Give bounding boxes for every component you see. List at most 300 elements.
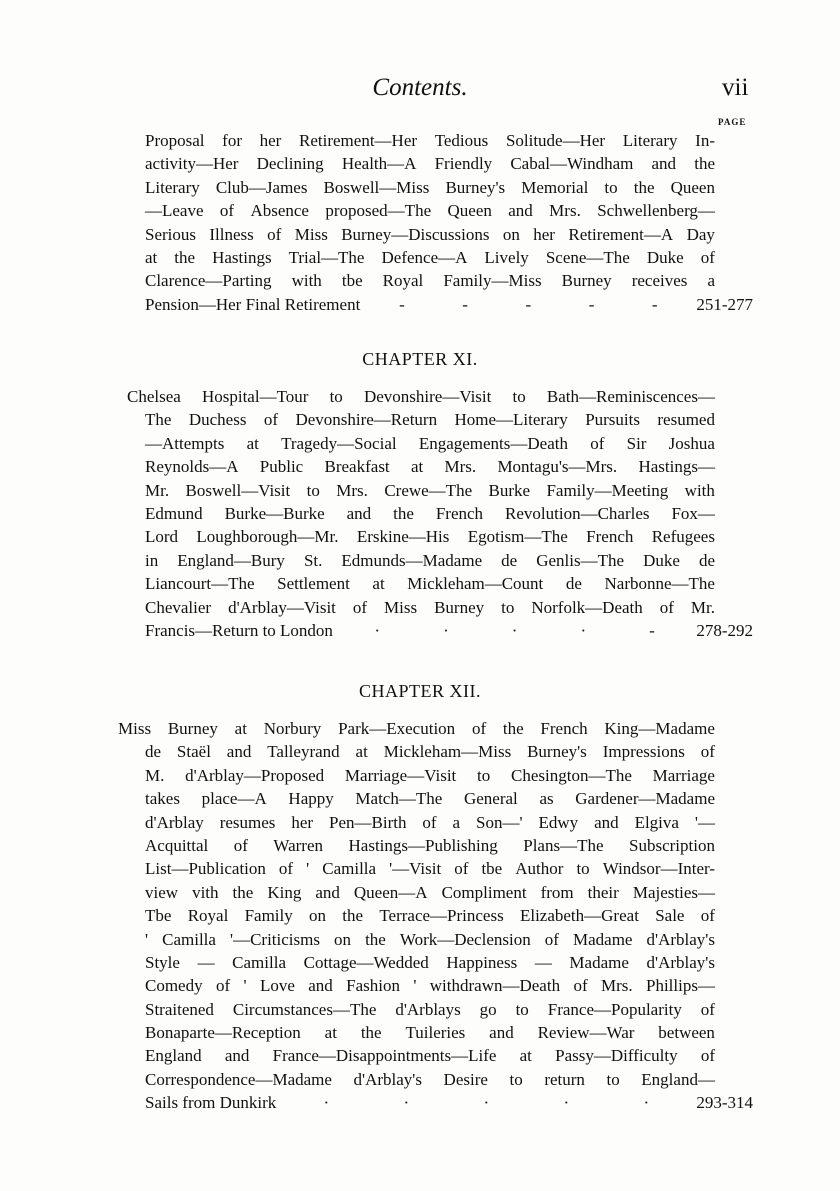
line-word: Genlis—The <box>536 550 625 570</box>
line-word: Staël <box>176 742 211 762</box>
line-word: Windsor—Inter- <box>602 859 715 879</box>
line-word: '— <box>694 812 715 832</box>
line-word: Review—War <box>537 1023 635 1043</box>
line-word: Tuileries <box>405 1023 466 1043</box>
line-word: resumed <box>657 410 715 430</box>
line-word: the <box>232 882 254 902</box>
line-word: of <box>422 812 437 832</box>
line-word: Author <box>515 859 564 879</box>
line-word: Refugees <box>651 527 715 547</box>
line-word: at <box>234 719 247 738</box>
line-word: Correspondence—Madame <box>145 1069 332 1089</box>
line-word: Absence <box>250 201 309 221</box>
line-word: Narbonne—The <box>604 574 715 594</box>
line-word: the <box>393 503 414 523</box>
line-word: the <box>342 906 364 926</box>
line-word: Sir <box>626 433 647 453</box>
line-word: France—Popularity <box>547 999 682 1019</box>
line-word: Elgiva <box>634 812 679 832</box>
line-word: Camilla <box>232 952 286 972</box>
line-word: Fox— <box>671 503 715 523</box>
entry-line <box>0 811 715 834</box>
line-word: to <box>512 387 526 406</box>
line-word: Club—James <box>215 177 308 197</box>
line-word: Hospital—Tour <box>201 387 309 406</box>
line-word: Cottage—Wedded <box>303 952 429 972</box>
line-word: and <box>651 154 677 174</box>
line-word: ' <box>306 859 310 879</box>
line-word: and <box>594 812 619 832</box>
line-word: de <box>501 550 518 570</box>
line-word: Burney's <box>527 742 587 762</box>
line-word: go <box>479 999 497 1019</box>
line-word: in <box>145 550 159 570</box>
line-word: Miss <box>294 224 328 244</box>
line-word: In- <box>695 131 715 150</box>
line-word: between <box>658 1023 715 1043</box>
line-word: Pen—Birth <box>329 812 407 832</box>
entry-line <box>0 740 715 763</box>
line-word: Revolution—Charles <box>505 503 650 523</box>
line-word: Passy—Difficulty <box>555 1046 678 1066</box>
line-word: Schwellenberg— <box>597 201 715 221</box>
line-word: Duke <box>643 550 680 570</box>
line-word: tbe <box>481 859 503 879</box>
line-word: on <box>334 929 352 949</box>
line-word: a <box>707 271 715 291</box>
line-word: Fashion <box>346 976 400 996</box>
line-word: Liancourt—The <box>145 574 255 594</box>
line-word: at <box>372 574 385 594</box>
line-word: French <box>435 503 484 523</box>
line-word: and <box>346 503 372 523</box>
line-word: of <box>263 410 279 430</box>
line-word: d'Arblay's <box>646 929 715 949</box>
entry-line <box>0 408 715 431</box>
line-word: England—Bury <box>177 550 285 570</box>
line-word: withdrawn—Death <box>429 976 561 996</box>
line-word: Duchess <box>188 410 247 430</box>
line-word: Friendly <box>434 154 493 174</box>
line-word: Straitened <box>145 999 214 1019</box>
line-word: Mickleham—Miss <box>383 742 512 762</box>
line-word: Chevalier <box>145 597 212 617</box>
line-word: de <box>145 742 162 762</box>
entry-line <box>0 525 715 548</box>
entry-last-text: Francis—Return to London <box>145 620 333 640</box>
line-word: King <box>267 882 302 902</box>
line-word: of <box>233 835 248 855</box>
line-word: Work—Declension <box>399 929 531 949</box>
line-word: —Leave <box>145 201 204 221</box>
line-word: with <box>291 271 322 291</box>
line-word: Compliment <box>441 882 527 902</box>
entry-line <box>0 951 715 974</box>
line-word: of <box>590 433 605 453</box>
entry-last-text: Pension—Her Final Retirement <box>145 294 361 314</box>
line-word: tbe <box>341 271 363 291</box>
line-word: Breakfast <box>324 457 390 477</box>
line-word: the <box>174 247 196 267</box>
line-word: Joshua <box>668 433 715 453</box>
page-column-label: PAGE <box>718 117 747 127</box>
line-word: Mr. <box>145 480 170 500</box>
line-word: Mrs. <box>336 480 368 500</box>
line-word: Loughborough—Mr. <box>196 527 339 547</box>
entry-line <box>0 1021 715 1044</box>
line-word: Mrs. <box>549 201 581 221</box>
line-word: her <box>533 224 555 244</box>
line-word: The <box>145 410 172 430</box>
line-word: activity—Her <box>145 154 239 174</box>
line-word: Burney <box>561 271 612 291</box>
line-word: Home—Literary <box>454 410 568 430</box>
line-word: takes <box>145 789 180 809</box>
line-word: Comedy <box>145 976 203 996</box>
line-word: Sale <box>655 906 685 926</box>
line-word: Miss <box>118 719 152 738</box>
line-word: Phillips— <box>646 976 715 996</box>
line-word: '—Visit <box>389 859 442 879</box>
line-word: Hastings—Publishing <box>348 835 498 855</box>
running-title: Contents. <box>372 74 468 101</box>
line-word: and <box>226 742 252 762</box>
line-word: to <box>606 1069 620 1089</box>
line-word: and <box>308 976 333 996</box>
line-word: Desire <box>443 1069 488 1089</box>
entry-line <box>0 764 715 787</box>
line-word: to <box>576 859 590 879</box>
line-word: St. <box>303 550 323 570</box>
line-word: Terrace—Princess <box>379 906 504 926</box>
page-range: 293-314 <box>696 1093 753 1113</box>
line-word: d'Arblay's <box>353 1069 422 1089</box>
line-word: Edmund <box>145 503 203 523</box>
line-word: of <box>454 859 469 879</box>
line-word: d'Arblay—Visit <box>228 597 336 617</box>
line-word: Settlement <box>277 574 350 594</box>
line-word: proposed—The <box>325 201 432 221</box>
line-word: the <box>694 154 715 174</box>
line-word: Queen—A <box>353 882 428 902</box>
line-word: General <box>463 789 518 809</box>
line-word: Mrs. <box>444 457 477 477</box>
line-word: to <box>604 177 618 197</box>
line-word: Memorial <box>521 177 589 197</box>
entry-line <box>0 549 715 572</box>
line-word: the <box>502 719 524 738</box>
line-word: Retirement—A <box>568 224 674 244</box>
line-word: Mickleham—Count <box>407 574 544 594</box>
line-word: Tragedy—Social <box>281 433 397 453</box>
line-word: Burney <box>167 719 218 738</box>
line-word: Hastings <box>212 247 272 267</box>
line-word: of <box>278 859 294 879</box>
line-word: Hastings— <box>638 457 715 477</box>
line-word: Solitude—Her <box>505 131 606 150</box>
line-word: to <box>477 765 491 785</box>
dot-leader: · · · · - <box>374 620 655 640</box>
line-word: List—Publication <box>145 859 266 879</box>
line-word: Love <box>259 976 295 996</box>
line-word: Lord <box>145 527 179 547</box>
line-word: Gardener—Madame <box>575 789 715 809</box>
entry-line <box>0 1044 715 1067</box>
line-word: Engagements—Death <box>418 433 568 453</box>
line-word: Match—The <box>355 789 443 809</box>
chapter-heading-xii: CHAPTER XII. <box>359 681 481 701</box>
line-word: Devonshire—Visit <box>363 387 492 406</box>
line-word: Plans—The <box>523 835 604 855</box>
line-word: Style <box>145 952 180 972</box>
line-word: England— <box>641 1069 715 1089</box>
line-word: to <box>329 387 343 406</box>
line-word: French <box>540 719 588 738</box>
line-word: Warren <box>273 835 324 855</box>
line-word: '—Criticisms <box>230 929 320 949</box>
line-word: Madame <box>572 929 633 949</box>
entry-line <box>0 502 715 525</box>
line-word: Majesties— <box>632 882 715 902</box>
line-word: Burke—Burke <box>224 503 325 523</box>
line-word: of <box>352 597 368 617</box>
entry-last-line <box>0 293 753 316</box>
line-word: with <box>684 480 715 500</box>
line-word: of <box>215 976 231 996</box>
line-word: Marriage <box>652 765 715 785</box>
line-word: d'Arblay <box>145 812 204 832</box>
line-word: Health—A <box>341 154 417 174</box>
line-word: for <box>222 131 242 150</box>
line-word: Proposal <box>145 131 205 150</box>
line-word: her <box>291 812 314 832</box>
line-word: vith <box>192 882 219 902</box>
line-word: Talleyrand <box>267 742 340 762</box>
line-word: of <box>700 1046 715 1066</box>
line-word: of <box>700 999 715 1019</box>
line-word: to <box>509 1069 523 1089</box>
entry-line <box>0 857 715 880</box>
entry-line <box>0 572 715 595</box>
line-word: —Attempts <box>145 433 225 453</box>
line-word: Tbe <box>145 906 172 926</box>
line-word: d'Arblay's <box>646 952 715 972</box>
line-word: Boswell—Miss <box>323 177 430 197</box>
line-word: Royal <box>187 906 229 926</box>
line-word: at <box>246 433 259 453</box>
line-word: Marriage—Visit <box>344 765 457 785</box>
line-word: Pursuits <box>585 410 640 430</box>
line-word: Chelsea <box>127 387 181 406</box>
line-word: Defence—A <box>381 247 468 267</box>
entry-line <box>0 152 715 175</box>
entry-last-line <box>0 1091 753 1114</box>
line-word: and <box>489 1023 514 1043</box>
dot-leader: - - - - - <box>399 294 658 314</box>
line-word: of <box>544 929 559 949</box>
line-word: of <box>267 224 282 244</box>
line-word: her <box>259 131 282 150</box>
line-word: their <box>587 882 619 902</box>
entry-line <box>0 385 715 408</box>
line-word: Impressions <box>602 742 685 762</box>
line-word: Bath—Reminiscences— <box>546 387 715 406</box>
line-word: Edwy <box>538 812 579 832</box>
line-word: Montagu's—Mrs. <box>497 457 618 477</box>
chapter-heading-xi: CHAPTER XI. <box>362 349 478 369</box>
entry-line <box>0 834 715 857</box>
line-word: Literary <box>622 131 678 150</box>
line-word: Happiness <box>446 952 518 972</box>
line-word: Retirement—Her <box>299 131 418 150</box>
line-word: Burke <box>488 480 531 500</box>
line-word: the <box>360 1023 382 1043</box>
line-word: Tedious <box>434 131 489 150</box>
line-word: return <box>544 1069 585 1089</box>
entry-line <box>0 881 715 904</box>
line-word: French <box>586 527 634 547</box>
entry-line <box>0 479 715 502</box>
line-word: de <box>565 574 582 594</box>
line-word: as <box>539 789 554 809</box>
line-word: of <box>659 597 674 617</box>
line-word: England <box>145 1046 202 1066</box>
line-word: Happy <box>288 789 334 809</box>
page-number: vii <box>722 74 749 101</box>
line-word: M. <box>145 765 165 785</box>
line-word: at <box>410 457 424 477</box>
line-word: — <box>197 952 215 972</box>
line-word: Scene—The <box>545 247 630 267</box>
line-word: Family <box>244 906 293 926</box>
entry-line <box>0 717 715 740</box>
line-word: ' <box>145 929 149 949</box>
page-range: 278-292 <box>696 620 753 640</box>
contents-entry-chapter-x <box>0 129 760 316</box>
line-word: at <box>519 1046 532 1066</box>
entry-line <box>0 455 715 478</box>
line-word: Chesington—The <box>511 765 632 785</box>
line-word: and <box>224 1046 250 1066</box>
line-word: Royal <box>382 271 424 291</box>
line-word: of <box>471 719 487 738</box>
line-word: at <box>355 742 368 762</box>
entry-line <box>0 1068 715 1091</box>
line-word: of <box>700 906 715 926</box>
line-word: Camilla <box>162 929 216 949</box>
line-word: Declining <box>256 154 324 174</box>
line-word: Madame <box>569 952 629 972</box>
entry-line <box>0 129 715 152</box>
line-word: on <box>309 906 327 926</box>
line-word: and <box>315 882 340 902</box>
line-word: Lively <box>484 247 529 267</box>
entry-line <box>0 432 715 455</box>
line-word: Clarence—Parting <box>145 271 272 291</box>
line-word: Day <box>686 224 715 244</box>
line-word: Family—Miss <box>443 271 542 291</box>
line-word: Erskine—His <box>356 527 450 547</box>
line-word: the <box>633 177 655 197</box>
line-word: from <box>540 882 574 902</box>
line-word: Devonshire—Return <box>295 410 438 430</box>
line-word: Norfolk—Death <box>531 597 643 617</box>
entry-line <box>0 928 715 951</box>
line-word: Queen <box>670 177 715 197</box>
line-word: Queen <box>447 201 492 221</box>
line-word: Cabal—Windham <box>510 154 634 174</box>
line-word: Subscription <box>629 835 715 855</box>
contents-entry-chapter-xii <box>0 717 760 1115</box>
line-word: France—Disappointments—Life <box>272 1046 497 1066</box>
line-word: of <box>219 201 235 221</box>
line-word: of <box>700 247 715 267</box>
line-word: d'Arblays <box>395 999 461 1019</box>
line-word: Norbury <box>263 719 322 738</box>
line-word: Edmunds—Madame <box>341 550 483 570</box>
line-word: Acquittal <box>145 835 209 855</box>
line-word: Literary <box>145 177 200 197</box>
line-word: Camilla <box>322 859 377 879</box>
dot-leader: · · · · · <box>323 1093 650 1113</box>
line-word: and <box>508 201 533 221</box>
line-word: Son—' <box>476 812 523 832</box>
line-word: receives <box>631 271 688 291</box>
entry-line <box>0 199 715 222</box>
line-word: de <box>698 550 715 570</box>
line-word: Family—Meeting <box>546 480 669 500</box>
entry-line <box>0 269 715 292</box>
entry-last-text: Sails from Dunkirk <box>145 1093 277 1113</box>
line-word: to <box>306 480 320 500</box>
entry-line <box>0 998 715 1021</box>
entry-line <box>0 223 715 246</box>
line-word: Bonaparte—Reception <box>145 1023 301 1043</box>
line-word: Mrs. <box>600 976 633 996</box>
line-word: of <box>573 976 588 996</box>
line-word: King—Madame <box>604 719 715 738</box>
entry-last-line <box>0 619 753 642</box>
line-word: Circumstances—The <box>232 999 377 1019</box>
line-word: Park—Execution <box>338 719 456 738</box>
line-word: resumes <box>219 812 276 832</box>
line-word: Elizabeth—Great <box>519 906 639 926</box>
line-word: d'Arblay—Proposed <box>185 765 325 785</box>
line-word: to <box>515 999 529 1019</box>
line-word: — <box>534 952 552 972</box>
line-word: ' <box>243 976 247 996</box>
line-word: of <box>700 742 715 762</box>
line-word: at <box>145 247 158 267</box>
line-word: Serious <box>145 224 196 244</box>
entry-line <box>0 596 715 619</box>
entry-line <box>0 974 715 997</box>
line-word: Egotism—The <box>467 527 568 547</box>
line-word: at <box>324 1023 337 1043</box>
line-word: Burney's <box>445 177 506 197</box>
line-word: the <box>365 929 386 949</box>
line-word: Public <box>259 457 304 477</box>
line-word: Reynolds—A <box>145 457 239 477</box>
line-word: Burney <box>434 597 485 617</box>
entry-line <box>0 787 715 810</box>
contents-entry-chapter-xi <box>0 385 760 642</box>
line-word: Burney—Discussions <box>341 224 490 244</box>
line-word: Mr. <box>690 597 715 617</box>
line-word: on <box>502 224 520 244</box>
line-word: Duke <box>646 247 684 267</box>
line-word: Crewe—The <box>384 480 473 500</box>
